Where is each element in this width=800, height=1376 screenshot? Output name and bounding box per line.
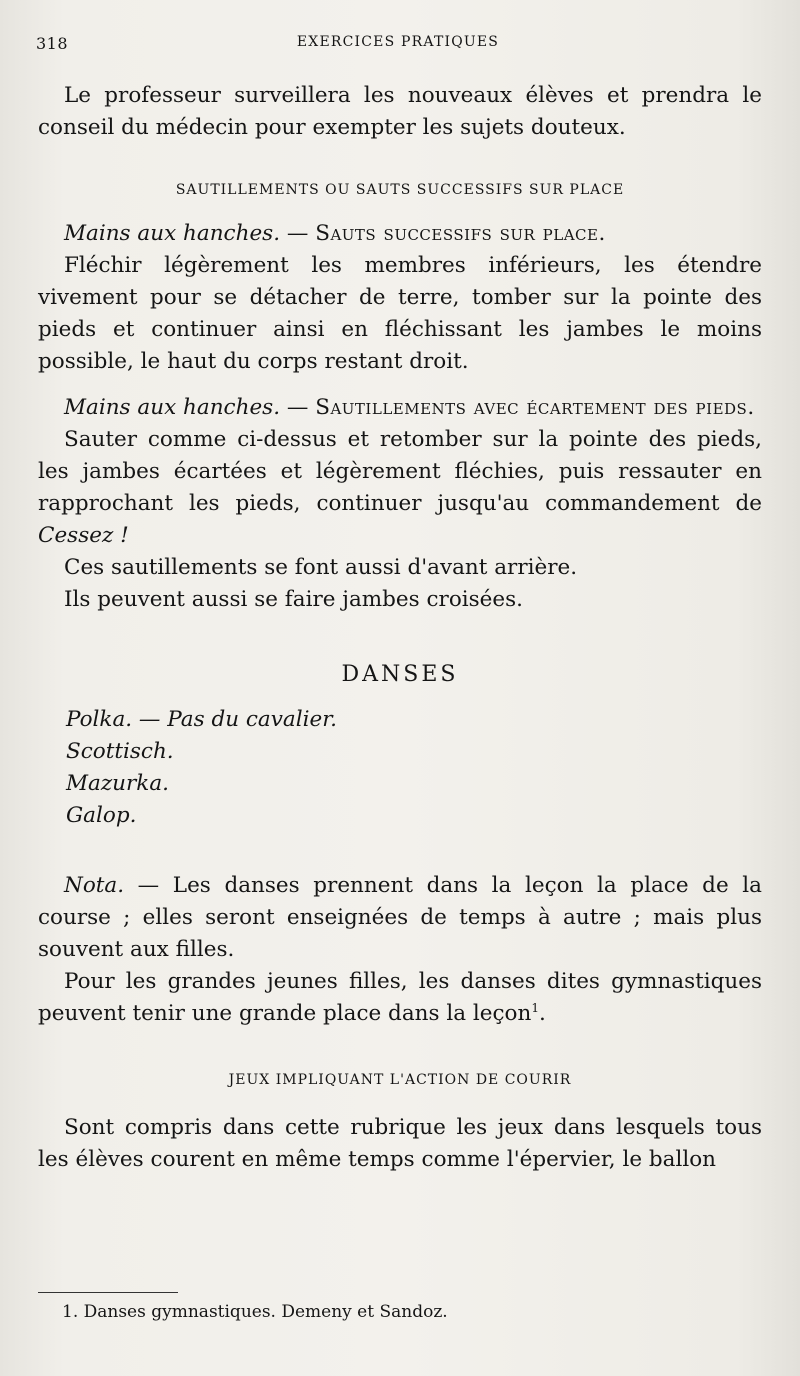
paragraph-nota: Nota. — Les danses prennent dans la leçon la place de la course ; elles seront enseignées de temps à autre ; mais plus souvent aux filles. bbox=[38, 873, 762, 962]
paragraph-jambes-croisees: Ils peuvent aussi se faire jambes croisées. bbox=[64, 587, 523, 612]
running-title: EXERCICES PRATIQUES bbox=[296, 34, 500, 50]
section-title-sautillements: SAUTILLEMENTS OU SAUTS SUCCESSIFS SUR PLACE bbox=[175, 182, 625, 198]
dance-item: Scottisch. bbox=[66, 739, 174, 764]
exercise-name: Sauts successifs sur place. bbox=[315, 221, 606, 246]
dance-item: Galop. bbox=[66, 803, 137, 828]
paragraph-avant-arriere: Ces sautillements se font aussi d'avant arrière. bbox=[64, 555, 578, 580]
dance-list bbox=[38, 704, 762, 832]
command-text: Cessez ! bbox=[38, 523, 129, 548]
section-title-danses: DANSES bbox=[341, 662, 459, 687]
dance-item: Polka. — Pas du cavalier. bbox=[66, 707, 337, 732]
page-body bbox=[38, 80, 762, 1176]
nota-label: Nota. bbox=[64, 873, 125, 898]
exercise-position: Mains aux hanches. bbox=[64, 221, 281, 246]
paragraph-sauter: Sauter comme ci-dessus et retomber sur la pointe des pieds, les jambes écartées et légèrement fléchies, puis ressauter en rapprochant les pieds, continuer jusqu'au commandement de Cessez ! bbox=[38, 427, 762, 548]
paragraph-surveillance: Le professeur surveillera les nouveaux élèves et prendra le conseil du médecin pour exempter les sujets douteux. bbox=[38, 83, 762, 140]
footnote-mark: 1 bbox=[531, 1000, 539, 1015]
exercise-heading-sauts: Mains aux hanches. — Sauts successifs sur place. bbox=[64, 221, 606, 246]
page-header bbox=[36, 34, 760, 58]
paragraph-jeux: Sont compris dans cette rubrique les jeux dans lesquels tous les élèves courent en même temps comme l'épervier, le ballon bbox=[38, 1115, 762, 1172]
footnote: 1. Danses gymnastiques. Demeny et Sandoz. bbox=[62, 1302, 448, 1322]
exercise-position: Mains aux hanches. bbox=[64, 395, 281, 420]
paragraph-grandes-filles: Pour les grandes jeunes filles, les danses dites gymnastiques peuvent tenir une grande place dans la leçon$^1$. bbox=[38, 969, 762, 1026]
section-title-jeux: JEUX IMPLIQUANT L'ACTION DE COURIR bbox=[228, 1072, 572, 1088]
paragraph-flechir: Fléchir légèrement les membres inférieurs, les étendre vivement pour se détacher de terre, tomber sur la pointe des pieds et continuer ainsi en fléchissant les jambes le moins possible, le haut du corps restant droit. bbox=[38, 253, 762, 374]
footnote-rule bbox=[38, 1292, 178, 1293]
exercise-heading-ecartement: Mains aux hanches. — Sautillements avec écartement des pieds. bbox=[64, 395, 755, 420]
page-number: 318 bbox=[36, 34, 69, 53]
dance-item: Mazurka. bbox=[66, 771, 169, 796]
exercise-name: Sautillements avec écartement des pieds. bbox=[315, 395, 755, 420]
